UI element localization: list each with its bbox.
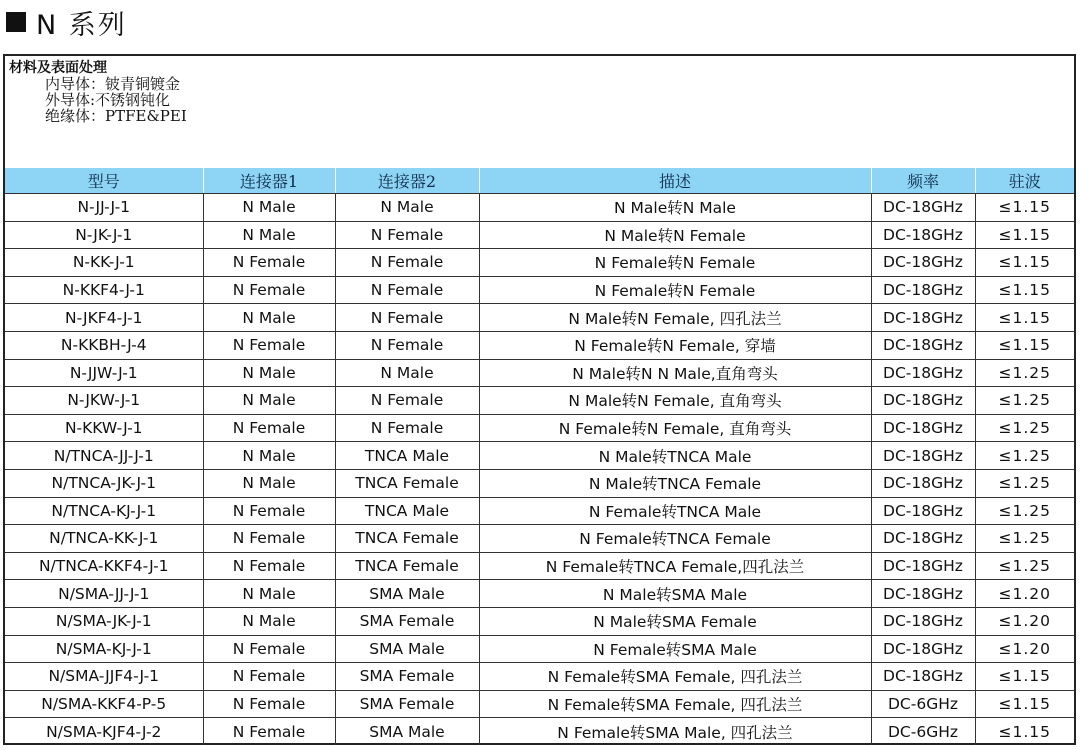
cell-description: N Female转TNCA Female,四孔法兰 bbox=[479, 552, 871, 580]
header-connector-1: 连接器1 bbox=[203, 168, 335, 194]
cell-description: N Male转TNCA Male bbox=[479, 442, 871, 470]
cell-description: N Male转N N Male,直角弯头 bbox=[479, 359, 871, 387]
spec-table bbox=[5, 167, 1074, 745]
header-vswr: 驻波 bbox=[975, 168, 1074, 194]
cell-frequency: DC-18GHz bbox=[871, 359, 975, 387]
cell-connector-1: N Male bbox=[203, 221, 335, 249]
materials-line: 绝缘体：PTFE&PEI bbox=[45, 107, 187, 125]
cell-vswr: ≤1.15 bbox=[975, 194, 1074, 222]
cell-frequency: DC-18GHz bbox=[871, 414, 975, 442]
materials-line: 外导体:不锈钢钝化 bbox=[45, 91, 171, 109]
cell-model: N-JJW-J-1 bbox=[5, 359, 203, 387]
header-model: 型号 bbox=[5, 168, 203, 194]
cell-vswr: ≤1.15 bbox=[975, 249, 1074, 277]
cell-vswr: ≤1.20 bbox=[975, 580, 1074, 608]
cell-connector-2: N Male bbox=[335, 359, 479, 387]
cell-description: N Male转SMA Female bbox=[479, 607, 871, 635]
cell-connector-2: N Female bbox=[335, 276, 479, 304]
cell-frequency: DC-18GHz bbox=[871, 442, 975, 470]
cell-frequency: DC-18GHz bbox=[871, 552, 975, 580]
cell-frequency: DC-18GHz bbox=[871, 635, 975, 663]
cell-frequency: DC-6GHz bbox=[871, 690, 975, 718]
cell-model: N-JJ-J-1 bbox=[5, 194, 203, 222]
cell-description: N Female转SMA Female, 四孔法兰 bbox=[479, 690, 871, 718]
cell-vswr: ≤1.15 bbox=[975, 304, 1074, 332]
cell-connector-1: N Male bbox=[203, 607, 335, 635]
cell-model: N/TNCA-KK-J-1 bbox=[5, 525, 203, 553]
cell-connector-1: N Female bbox=[203, 690, 335, 718]
cell-description: N Female转TNCA Male bbox=[479, 497, 871, 525]
table-row bbox=[5, 387, 1074, 415]
cell-connector-2: TNCA Female bbox=[335, 469, 479, 497]
cell-frequency: DC-18GHz bbox=[871, 580, 975, 608]
cell-connector-2: SMA Female bbox=[335, 607, 479, 635]
cell-description: N Female转N Female, 穿墙 bbox=[479, 331, 871, 359]
cell-frequency: DC-18GHz bbox=[871, 525, 975, 553]
cell-model: N/TNCA-KJ-J-1 bbox=[5, 497, 203, 525]
cell-frequency: DC-6GHz bbox=[871, 718, 975, 745]
cell-connector-2: SMA Female bbox=[335, 690, 479, 718]
cell-model: N/TNCA-JJ-J-1 bbox=[5, 442, 203, 470]
cell-frequency: DC-18GHz bbox=[871, 331, 975, 359]
cell-frequency: DC-18GHz bbox=[871, 194, 975, 222]
cell-vswr: ≤1.25 bbox=[975, 469, 1074, 497]
cell-description: N Female转N Female bbox=[479, 276, 871, 304]
cell-frequency: DC-18GHz bbox=[871, 663, 975, 691]
cell-connector-1: N Female bbox=[203, 635, 335, 663]
table-row bbox=[5, 718, 1074, 745]
table-row bbox=[5, 580, 1074, 608]
cell-frequency: DC-18GHz bbox=[871, 221, 975, 249]
cell-vswr: ≤1.20 bbox=[975, 607, 1074, 635]
cell-description: N Male转N Female, 四孔法兰 bbox=[479, 304, 871, 332]
cell-description: N Male转N Female, 直角弯头 bbox=[479, 387, 871, 415]
cell-model: N/SMA-KJ-J-1 bbox=[5, 635, 203, 663]
cell-description: N Male转TNCA Female bbox=[479, 469, 871, 497]
square-bullet-icon bbox=[6, 12, 26, 32]
cell-model: N/TNCA-JK-J-1 bbox=[5, 469, 203, 497]
cell-description: N Female转TNCA Female bbox=[479, 525, 871, 553]
cell-connector-2: TNCA Male bbox=[335, 497, 479, 525]
table-row bbox=[5, 331, 1074, 359]
cell-connector-1: N Male bbox=[203, 580, 335, 608]
cell-connector-2: TNCA Male bbox=[335, 442, 479, 470]
table-row bbox=[5, 249, 1074, 277]
cell-model: N/SMA-KKF4-P-5 bbox=[5, 690, 203, 718]
table-row bbox=[5, 635, 1074, 663]
cell-connector-1: N Male bbox=[203, 387, 335, 415]
cell-connector-1: N Male bbox=[203, 304, 335, 332]
cell-connector-2: SMA Male bbox=[335, 718, 479, 745]
cell-connector-1: N Male bbox=[203, 442, 335, 470]
table-row bbox=[5, 442, 1074, 470]
product-panel bbox=[3, 54, 1076, 745]
table-row bbox=[5, 359, 1074, 387]
cell-description: N Male转N Female bbox=[479, 221, 871, 249]
materials-heading: 材料及表面处理 bbox=[9, 60, 107, 76]
table-body bbox=[5, 194, 1074, 745]
cell-connector-2: N Female bbox=[335, 414, 479, 442]
cell-vswr: ≤1.15 bbox=[975, 221, 1074, 249]
table-row bbox=[5, 221, 1074, 249]
cell-connector-2: SMA Male bbox=[335, 580, 479, 608]
cell-connector-1: N Male bbox=[203, 359, 335, 387]
cell-vswr: ≤1.15 bbox=[975, 690, 1074, 718]
table-row bbox=[5, 304, 1074, 332]
cell-vswr: ≤1.25 bbox=[975, 387, 1074, 415]
cell-frequency: DC-18GHz bbox=[871, 276, 975, 304]
cell-vswr: ≤1.15 bbox=[975, 331, 1074, 359]
cell-vswr: ≤1.15 bbox=[975, 663, 1074, 691]
cell-connector-1: N Female bbox=[203, 525, 335, 553]
cell-frequency: DC-18GHz bbox=[871, 387, 975, 415]
header-connector-2: 连接器2 bbox=[335, 168, 479, 194]
table-row bbox=[5, 607, 1074, 635]
table-row bbox=[5, 276, 1074, 304]
cell-model: N/SMA-KJF4-J-2 bbox=[5, 718, 203, 745]
table-row bbox=[5, 552, 1074, 580]
cell-frequency: DC-18GHz bbox=[871, 497, 975, 525]
cell-description: N Male转N Male bbox=[479, 194, 871, 222]
cell-model: N-KKF4-J-1 bbox=[5, 276, 203, 304]
cell-connector-1: N Male bbox=[203, 194, 335, 222]
cell-vswr: ≤1.15 bbox=[975, 718, 1074, 745]
cell-description: N Female转N Female bbox=[479, 249, 871, 277]
cell-vswr: ≤1.15 bbox=[975, 276, 1074, 304]
cell-connector-2: N Female bbox=[335, 249, 479, 277]
cell-vswr: ≤1.25 bbox=[975, 359, 1074, 387]
cell-vswr: ≤1.25 bbox=[975, 552, 1074, 580]
table-row bbox=[5, 469, 1074, 497]
table-row bbox=[5, 663, 1074, 691]
table-header-row bbox=[5, 168, 1074, 194]
cell-connector-1: N Female bbox=[203, 276, 335, 304]
cell-vswr: ≤1.25 bbox=[975, 525, 1074, 553]
cell-connector-1: N Female bbox=[203, 552, 335, 580]
header-frequency: 频率 bbox=[871, 168, 975, 194]
cell-connector-2: N Female bbox=[335, 331, 479, 359]
cell-model: N-KKW-J-1 bbox=[5, 414, 203, 442]
cell-model: N/SMA-JJF4-J-1 bbox=[5, 663, 203, 691]
cell-vswr: ≤1.25 bbox=[975, 497, 1074, 525]
cell-frequency: DC-18GHz bbox=[871, 249, 975, 277]
cell-frequency: DC-18GHz bbox=[871, 304, 975, 332]
header-description: 描述 bbox=[479, 168, 871, 194]
table-row bbox=[5, 525, 1074, 553]
cell-connector-1: N Female bbox=[203, 249, 335, 277]
cell-connector-2: N Male bbox=[335, 194, 479, 222]
cell-model: N/SMA-JJ-J-1 bbox=[5, 580, 203, 608]
cell-frequency: DC-18GHz bbox=[871, 607, 975, 635]
cell-vswr: ≤1.20 bbox=[975, 635, 1074, 663]
section-heading bbox=[6, 4, 127, 40]
cell-description: N Female转SMA Male bbox=[479, 635, 871, 663]
cell-connector-1: N Female bbox=[203, 331, 335, 359]
cell-model: N-KK-J-1 bbox=[5, 249, 203, 277]
cell-model: N-JKW-J-1 bbox=[5, 387, 203, 415]
cell-model: N/TNCA-KKF4-J-1 bbox=[5, 552, 203, 580]
table-row bbox=[5, 194, 1074, 222]
cell-connector-1: N Female bbox=[203, 663, 335, 691]
cell-model: N-JK-J-1 bbox=[5, 221, 203, 249]
cell-connector-1: N Female bbox=[203, 718, 335, 745]
cell-connector-2: N Female bbox=[335, 387, 479, 415]
cell-connector-2: N Female bbox=[335, 221, 479, 249]
cell-model: N-JKF4-J-1 bbox=[5, 304, 203, 332]
cell-connector-2: TNCA Female bbox=[335, 525, 479, 553]
cell-connector-1: N Female bbox=[203, 497, 335, 525]
cell-connector-2: SMA Female bbox=[335, 663, 479, 691]
materials-block bbox=[9, 60, 187, 124]
cell-description: N Male转SMA Male bbox=[479, 580, 871, 608]
table-row bbox=[5, 414, 1074, 442]
cell-description: N Female转SMA Female, 四孔法兰 bbox=[479, 663, 871, 691]
page-title: N 系列 bbox=[36, 9, 127, 41]
cell-connector-2: N Female bbox=[335, 304, 479, 332]
cell-vswr: ≤1.25 bbox=[975, 414, 1074, 442]
table-row bbox=[5, 690, 1074, 718]
cell-model: N-KKBH-J-4 bbox=[5, 331, 203, 359]
table-row bbox=[5, 497, 1074, 525]
cell-frequency: DC-18GHz bbox=[871, 469, 975, 497]
cell-description: N Female转N Female, 直角弯头 bbox=[479, 414, 871, 442]
materials-line: 内导体：铍青铜镀金 bbox=[45, 75, 181, 93]
cell-description: N Female转SMA Male, 四孔法兰 bbox=[479, 718, 871, 745]
cell-connector-1: N Female bbox=[203, 414, 335, 442]
cell-model: N/SMA-JK-J-1 bbox=[5, 607, 203, 635]
cell-connector-1: N Male bbox=[203, 469, 335, 497]
cell-connector-2: TNCA Female bbox=[335, 552, 479, 580]
cell-connector-2: SMA Male bbox=[335, 635, 479, 663]
cell-vswr: ≤1.25 bbox=[975, 442, 1074, 470]
